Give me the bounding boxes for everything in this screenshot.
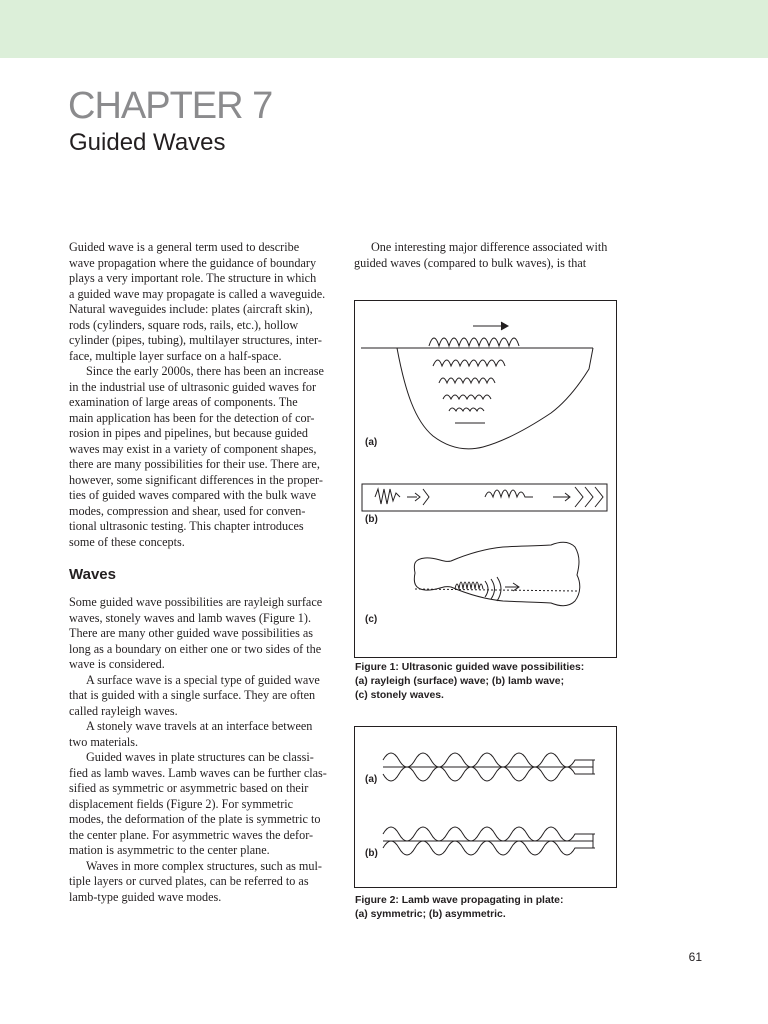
lamb-wave-packet-1 xyxy=(375,489,400,504)
history-paragraph: Since the early 2000s, there has been an increase in the industrial use of ultrasonic guided waves for examination of large areas of components. The main application has been for the detection of cor- rosion in pipes and pipelines, but because guided waves may exist in a variety of component shapes, there are many possibilities for their use. There are, however, some significant differences in the proper- ties of guided waves compared with the bulk wave modes, compression and shear, used for conven- tional ultrasonic testing. This chapter introduces some of these concepts. xyxy=(69,364,324,549)
left-column xyxy=(69,240,331,905)
figure-1-caption: Figure 1: Ultrasonic guided wave possibilities: (a) rayleigh (surface) wave; (b) lamb wave; (c) stonely waves. xyxy=(355,662,585,701)
figure-2 xyxy=(354,726,617,888)
page-number: 61 xyxy=(688,950,702,964)
figure-1 xyxy=(354,300,617,658)
asymmetric-top-surface xyxy=(383,827,595,841)
figure-2-illustration xyxy=(355,727,616,887)
right-column xyxy=(354,240,618,271)
asymmetric-bottom-surface xyxy=(383,841,595,855)
symmetric-bottom-surface xyxy=(383,767,595,781)
stonely-wave xyxy=(455,582,483,589)
stonely-rod-outline xyxy=(414,542,579,606)
rayleigh-wave-5 xyxy=(449,408,484,411)
surface-wave-paragraph: A surface wave is a special type of guided wave that is guided with a single surface. They are often called rayleigh waves. xyxy=(69,672,320,718)
figure-2-caption: Figure 2: Lamb wave propagating in plate: (a) symmetric; (b) asymmetric. xyxy=(355,895,564,920)
figure-2-label-b: (b) xyxy=(365,848,378,859)
section-heading-waves: Waves xyxy=(69,566,116,583)
chapter-label: CHAPTER 7 xyxy=(68,85,273,127)
stonely-wave-paragraph: A stonely wave travels at an interface between two materials. xyxy=(69,719,313,749)
waves-paragraph: Some guided wave possibilities are rayleigh surface waves, stonely waves and lamb waves (Figure 1). There are many other guided wave possibilities as long as a boundary on either one or two sides of the wave is considered. xyxy=(69,595,323,671)
lamb-plate xyxy=(362,484,607,511)
figure-1-label-a: (a) xyxy=(365,437,378,448)
figure-1-label-b: (b) xyxy=(365,514,378,525)
rayleigh-wave-4 xyxy=(443,395,491,399)
complex-structures-paragraph: Waves in more complex structures, such as mul- tiple layers or curved plates, can be referred to as lamb-type guided wave modes. xyxy=(69,858,322,904)
figure-1-label-c: (c) xyxy=(365,614,378,625)
header-band xyxy=(0,0,768,58)
right-intro-paragraph: One interesting major difference associated with guided waves (compared to bulk waves), is that xyxy=(354,240,608,270)
rayleigh-wave-1 xyxy=(429,338,519,346)
chapter-title: Guided Waves xyxy=(69,129,226,156)
rayleigh-wave-2 xyxy=(433,360,505,366)
figure-2-label-a: (a) xyxy=(365,774,378,785)
symmetric-top-surface xyxy=(383,753,595,767)
stonely-interface-line xyxy=(415,589,577,591)
lamb-wave-paragraph: Guided waves in plate structures can be classi- fied as lamb waves. Lamb waves can be further clas- sified as symmetric or asymmetric based on their displacement fields (Figure 2). For symmetric modes, the deformation of the plate is symmetric to the center plane. For asymmetric waves the defor- mation is asymmetric to the center plane. xyxy=(69,750,327,857)
rayleigh-wave-3 xyxy=(439,378,495,383)
lamb-wave-packet-2 xyxy=(485,490,533,497)
figure-1-illustration xyxy=(355,301,616,657)
intro-paragraph: Guided wave is a general term used to describe wave propagation where the guidance of boundary plays a very important role. The structure in which a guided wave may propagate is called a waveguide. Natural waveguides include: plates (aircraft skin), rods (cylinders, square rods, rails, etc.), hollow cylinder (pipes, tubing), multilayer structures, inter- face, multiple layer surface on a half-space. xyxy=(69,240,326,363)
